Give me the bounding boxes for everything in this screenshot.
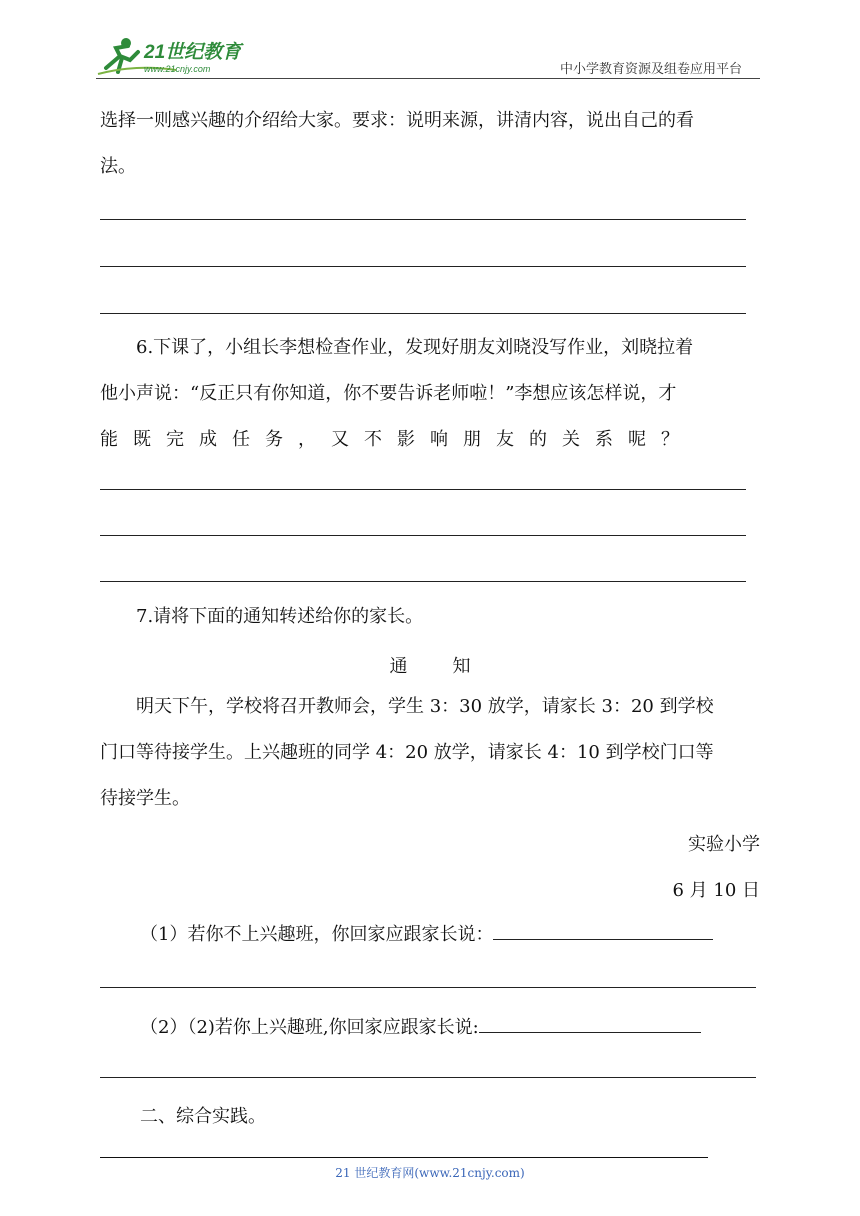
answer-line[interactable] [100, 535, 746, 536]
footer-text[interactable]: 21 世纪教育网(www.21cnjy.com) [335, 1166, 525, 1180]
answer-line[interactable] [100, 987, 756, 988]
notice-line-3: 待接学生。 [100, 788, 190, 809]
q6-line-3: 能既完成任务，又不影响朋友的关系呢？ [100, 429, 694, 450]
sub-question-1 [140, 920, 713, 946]
logo-text: 21世纪教育 [144, 42, 242, 63]
q6-line-2: 他小声说：“反正只有你知道，你不要告诉老师啦！”李想应该怎样说，才 [100, 383, 677, 404]
answer-line[interactable] [100, 313, 746, 314]
intro-line-2: 法。 [100, 156, 136, 177]
intro-line-1: 选择一则感兴趣的介绍给大家。要求：说明来源，讲清内容，说出自己的看 [100, 110, 694, 131]
intro-paragraph [100, 98, 760, 190]
answer-line[interactable] [100, 219, 746, 220]
notice-line-2: 门口等待接学生。上兴趣班的同学 4：20 放学，请家长 4：10 到学校门口等 [100, 742, 714, 763]
header-divider [96, 78, 760, 79]
notice-signature: 实验小学 [688, 834, 760, 855]
sub1-text: （1）若你不上兴趣班，你回家应跟家长说： [140, 924, 494, 945]
sub2-text: （2）（2)若你上兴趣班,你回家应跟家长说: [140, 1017, 479, 1038]
question-7-prompt [100, 594, 760, 640]
notice-title [0, 652, 860, 678]
sub2-answer-blank[interactable] [479, 1014, 701, 1033]
answer-line[interactable] [100, 581, 746, 582]
notice-body [100, 684, 760, 822]
runner-logo-icon [96, 34, 266, 80]
logo-url: www.21cnjy.com [144, 64, 211, 74]
answer-line[interactable] [100, 266, 746, 267]
question-6 [100, 325, 760, 463]
answer-line[interactable] [100, 489, 746, 490]
sub1-answer-blank[interactable] [493, 921, 713, 940]
answer-line[interactable] [100, 1077, 756, 1078]
q7-text: 7.请将下面的通知转述给你的家长。 [136, 606, 424, 627]
section-2-heading: 二、综合实践。 [140, 1106, 266, 1127]
notice-title-text: 通知 [389, 656, 516, 677]
notice-line-1: 明天下午，学校将召开教师会，学生 3：30 放学，请家长 3：20 到学校 [136, 696, 714, 717]
sub-question-2 [140, 1013, 701, 1039]
q6-line-1: 6.下课了，小组长李想检查作业，发现好朋友刘晓没写作业，刘晓拉着 [136, 337, 694, 358]
platform-label: 中小学教育资源及组卷应用平台 [560, 62, 743, 77]
footer-divider [100, 1157, 708, 1158]
notice-date: 6 月 10 日 [672, 880, 760, 901]
site-logo [96, 34, 266, 80]
